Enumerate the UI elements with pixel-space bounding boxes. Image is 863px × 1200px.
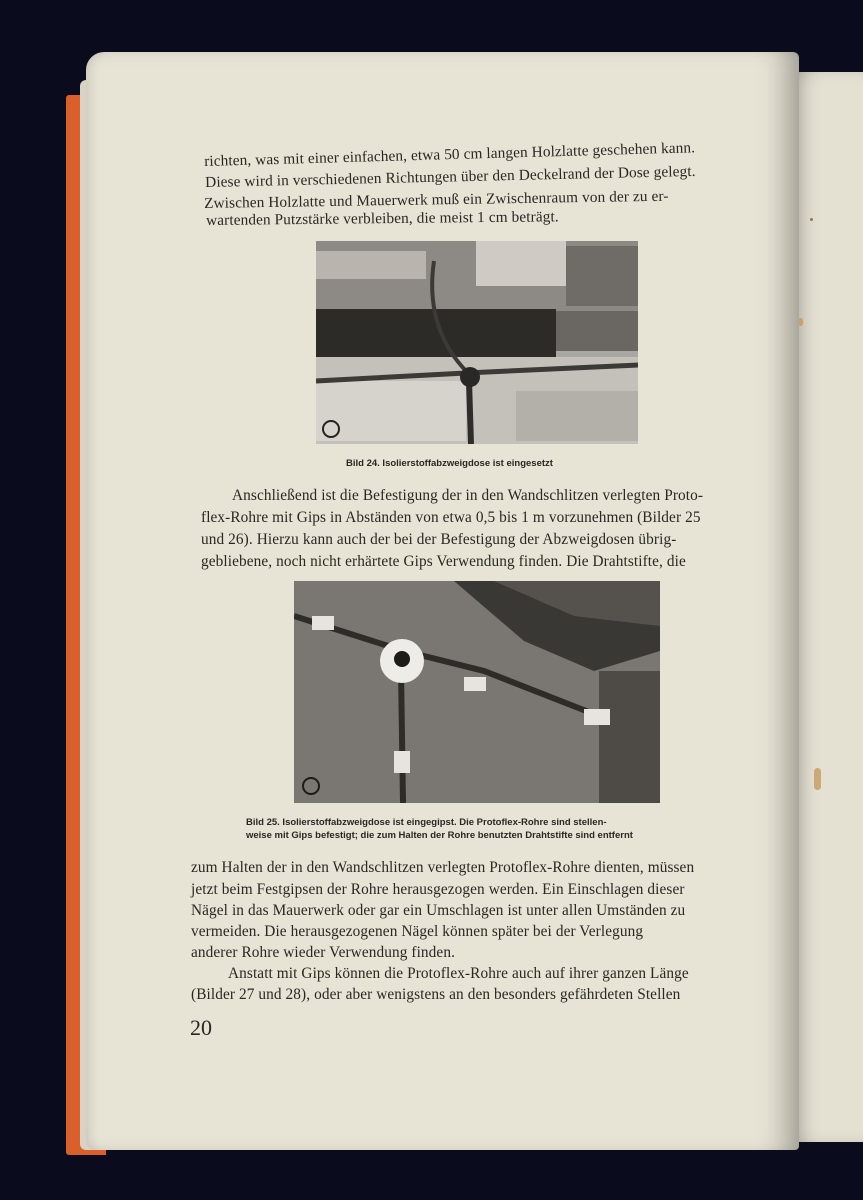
body-text-line: wartenden Putzstärke verbleiben, die meist 1 cm beträgt.	[206, 208, 559, 229]
body-text-line: anderer Rohre wieder Verwendung finden.	[191, 944, 455, 961]
body-text-line: gebliebene, noch nicht erhärtete Gips Verwendung finden. Die Drahtstifte, die	[201, 553, 686, 570]
body-text-line: flex-Rohre mit Gips in Abständen von etwa 0,5 bis 1 m vorzunehmen (Bilder 25	[201, 509, 701, 526]
junction-box-wall-image	[316, 241, 638, 444]
figure-24-caption: Bild 24. Isolierstoffabzweigdose ist eingesetzt	[346, 458, 553, 469]
page-number: 20	[190, 1015, 212, 1040]
page-stain	[810, 218, 813, 221]
figure-25-caption-line: weise mit Gips befestigt; die zum Halten der Rohre benutzten Drahtstifte sind entfernt	[246, 830, 633, 841]
body-text-line: richten, was mit einer einfachen, etwa 50 cm langen Holzlatte geschehen kann.	[204, 139, 696, 170]
body-text-line: Anstatt mit Gips können die Protoflex-Rohre auch auf ihrer ganzen Länge	[228, 965, 689, 982]
body-text-line: Zwischen Holzlatte und Mauerwerk muß ein Zwischenraum von der zu er-	[204, 187, 669, 212]
body-text-line: Anschließend ist die Befestigung der in den Wandschlitzen verlegten Proto-	[232, 487, 704, 504]
body-text-line: zum Halten der in den Wandschlitzen verlegten Protoflex-Rohre dienten, müssen	[191, 859, 695, 876]
body-text-line: Nägel in das Mauerwerk oder gar ein Umschlagen ist unter allen Umständen zu	[191, 902, 686, 919]
figure-25-caption-line: Bild 25. Isolierstoffabzweigdose ist eingegipst. Die Protoflex-Rohre sind stellen-	[246, 817, 607, 828]
figure-24-photo	[316, 241, 638, 444]
body-text-line: und 26). Hierzu kann auch der bei der Befestigung der Abzweigdosen übrig-	[201, 531, 677, 548]
figure-25-photo	[294, 581, 660, 803]
body-text-line: jetzt beim Festgipsen der Rohre herausgezogen werden. Ein Einschlagen dieser	[191, 881, 685, 898]
facing-page	[790, 72, 863, 1142]
body-text-line: Diese wird in verschiedenen Richtungen über den Deckelrand der Dose gelegt.	[205, 162, 696, 191]
page-stain	[814, 768, 821, 790]
body-text-line: vermeiden. Die herausgezogenen Nägel können später bei der Verlegung	[191, 923, 644, 940]
body-text-line: (Bilder 27 und 28), oder aber wenigstens an den besonders gefährdeten Stellen	[191, 986, 681, 1003]
plastered-junction-box-image	[294, 581, 660, 803]
